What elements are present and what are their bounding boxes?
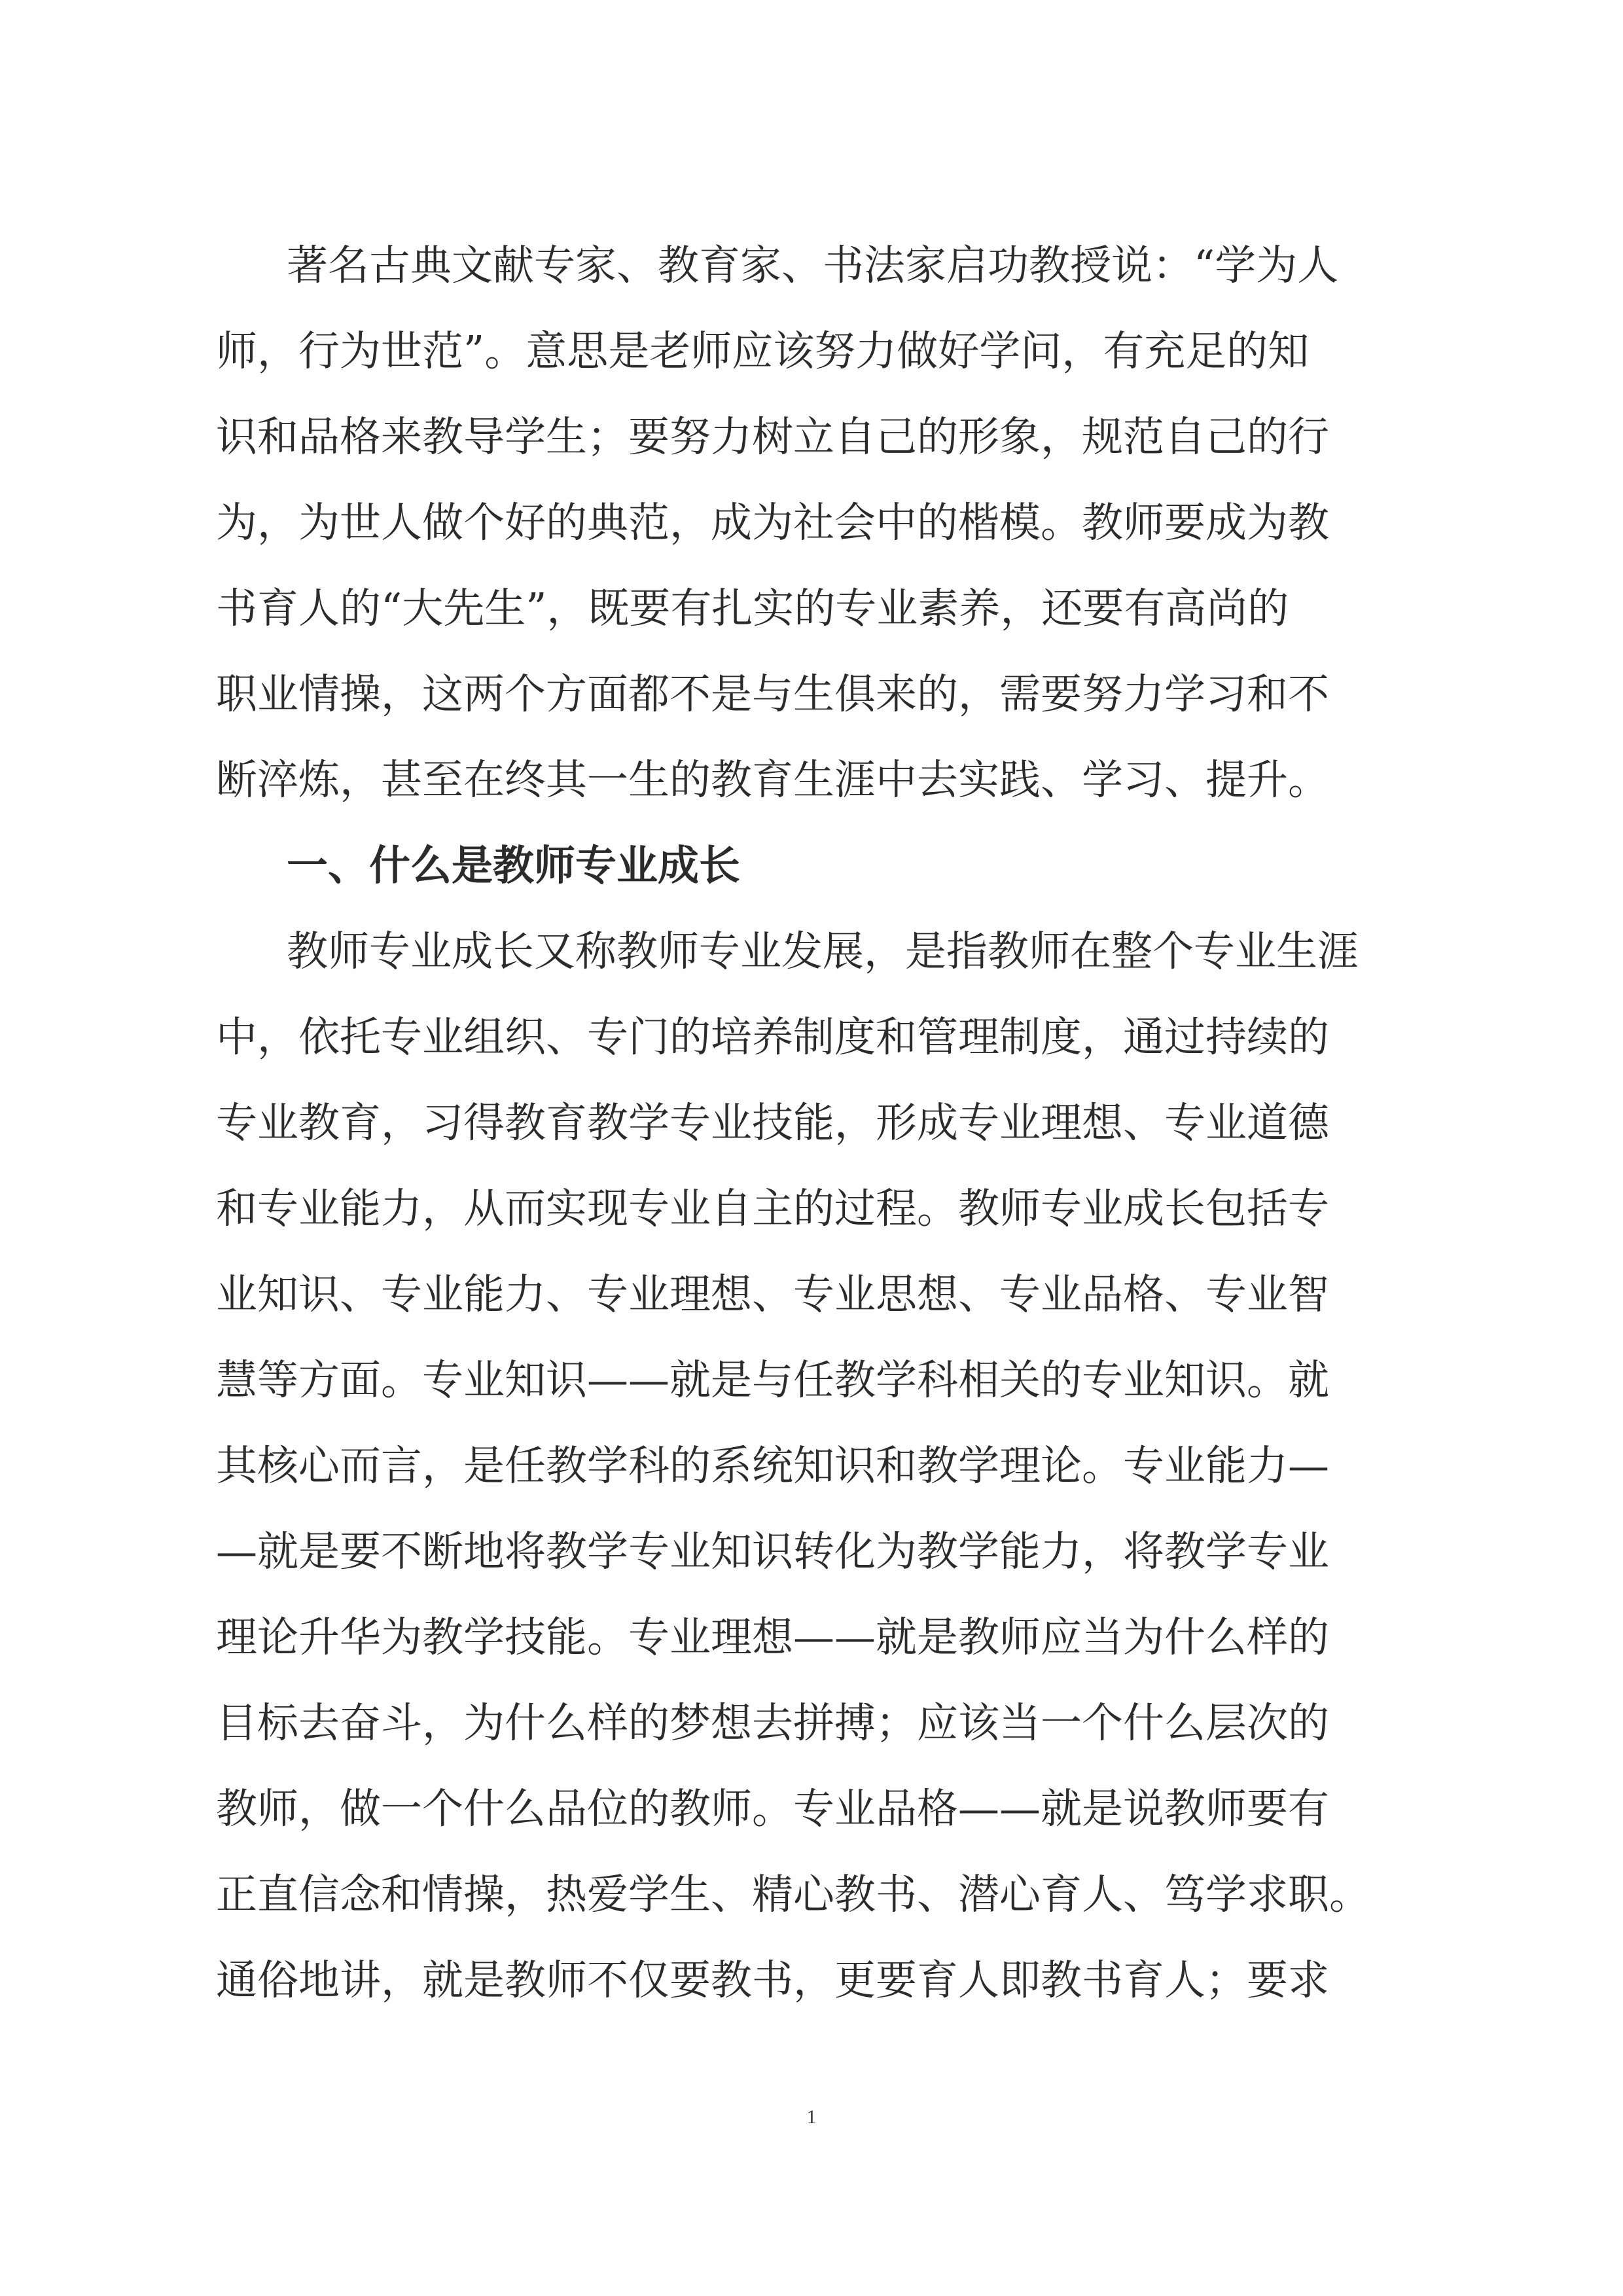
paragraph-1-line-4: 为，为世人做个好的典范，成为社会中的楷模。教师要成为教 [216,499,1329,547]
paragraph-2-line-5: 业知识、专业能力、专业理想、专业思想、专业品格、专业智 [216,1270,1329,1318]
paragraph-2-line-10: 目标去奋斗，为什么样的梦想去拼搏；应该当一个什么层次的 [216,1699,1329,1747]
paragraph-1-line-6: 职业情操，这两个方面都不是与生俱来的，需要努力学习和不 [216,670,1329,718]
section-heading: 一、什么是教师专业成长 [287,842,740,889]
page-number: 1 [806,2106,817,2128]
paragraph-2-line-13: 通俗地讲，就是教师不仅要教书，更要育人即教书育人；要求 [216,1956,1329,2004]
paragraph-1-line-1: 著名古典文献专家、教育家、书法家启功教授说：“学为人 [287,242,1339,289]
paragraph-2-line-1: 教师专业成长又称教师专业发展，是指教师在整个专业生涯 [287,927,1359,975]
paragraph-1-line-5: 书育人的“大先生”，既要有扎实的专业素养，还要有高尚的 [216,584,1289,632]
paragraph-2-line-8: —就是要不断地将教学专业知识转化为教学能力，将教学专业 [216,1528,1329,1575]
paragraph-2-line-3: 专业教育，习得教育教学专业技能，形成专业理想、专业道德 [216,1099,1329,1147]
paragraph-2-line-2: 中，依托专业组织、专门的培养制度和管理制度，通过持续的 [216,1013,1329,1061]
paragraph-2-line-12: 正直信念和情操，热爱学生、精心教书、潜心育人、笃学求职。 [216,1871,1370,1918]
paragraph-2-line-7: 其核心而言，是任教学科的系统知识和教学理论。专业能力— [216,1442,1329,1490]
paragraph-2-line-6: 慧等方面。专业知识——就是与任教学科相关的专业知识。就 [216,1356,1329,1404]
paragraph-1-line-3: 识和品格来教导学生；要努力树立自己的形象，规范自己的行 [216,413,1329,461]
paragraph-2-line-9: 理论升华为教学技能。专业理想——就是教师应当为什么样的 [216,1613,1329,1661]
paragraph-2-line-4: 和专业能力，从而实现专业自主的过程。教师专业成长包括专 [216,1185,1329,1232]
paragraph-2-line-11: 教师，做一个什么品位的教师。专业品格——就是说教师要有 [216,1785,1329,1833]
paragraph-1-line-2: 师，行为世范”。意思是老师应该努力做好学问，有充足的知 [216,327,1310,375]
document-body [216,223,1420,2023]
paragraph-1-line-7: 断淬炼，甚至在终其一生的教育生涯中去实践、学习、提升。 [216,756,1329,804]
